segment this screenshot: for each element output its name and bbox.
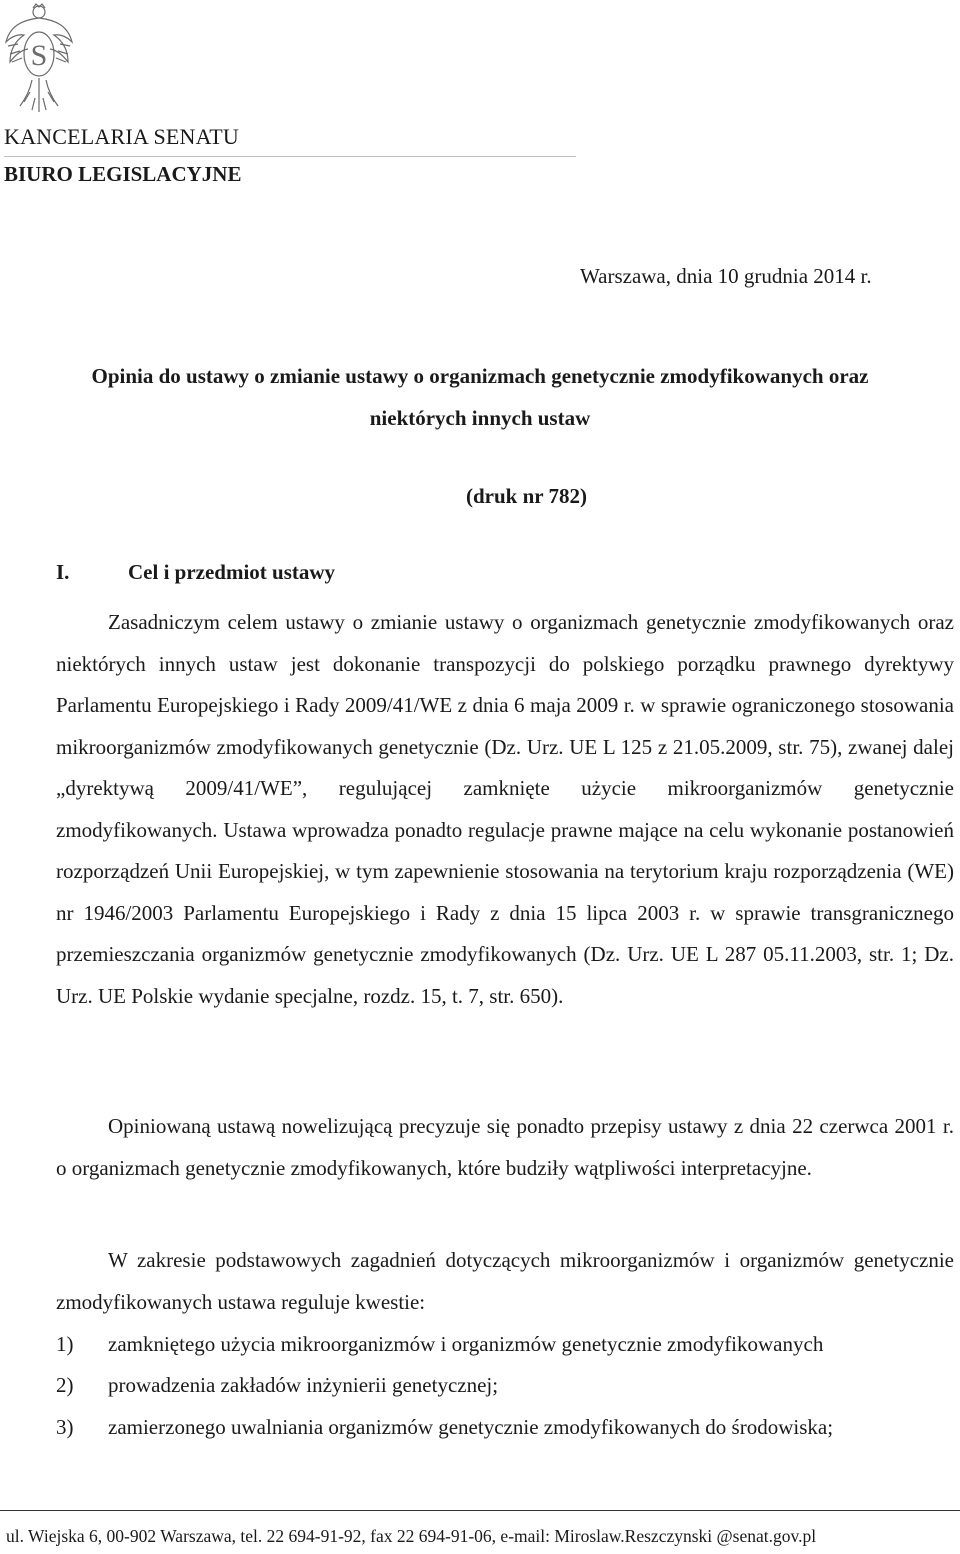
- footer-divider: [0, 1510, 960, 1511]
- logo-letter: S: [30, 39, 48, 72]
- document-date: Warszawa, dnia 10 grudnia 2014 r.: [580, 264, 872, 288]
- institution-name: KANCELARIA SENATU: [4, 124, 240, 149]
- section-number: I.: [56, 560, 70, 584]
- list-item-text: prowadzenia zakładów inżynierii genetycznej;: [108, 1373, 499, 1397]
- paragraph-scope: W zakresie podstawowych zagadnień dotyczących mikroorganizmów i organizmów genetycznie zmodyfikowanych ustawa reguluje kwestie:: [56, 1248, 954, 1314]
- document-title-line-2: niektórych innych ustaw: [369, 406, 591, 430]
- eagle-emblem-icon: [2, 2, 76, 118]
- list-item-number: 1): [56, 1332, 74, 1356]
- document-title-line-1: Opinia do ustawy o zmianie ustawy o organizmach genetycznie zmodyfikowanych oraz: [91, 364, 869, 388]
- section-heading: Cel i przedmiot ustawy: [128, 560, 336, 584]
- list-item-number: 3): [56, 1415, 74, 1439]
- list-item-text: zamkniętego użycia mikroorganizmów i organizmów genetycznie zmodyfikowanych: [108, 1332, 824, 1356]
- list-item-number: 2): [56, 1373, 74, 1397]
- footer-contact: ul. Wiejska 6, 00-902 Warszawa, tel. 22 694-91-92, fax 22 694-91-06, e-mail: Miroslaw.Reszczynski @senat.gov.pl: [6, 1526, 817, 1546]
- paragraph-purpose: Zasadniczym celem ustawy o zmianie ustawy o organizmach genetycznie zmodyfikowanych oraz niektórych innych ustaw jest dokonanie transpozycji do polskiego porządku prawnego dyrektywy Parlamentu Europejskiego i Rady 2009/41/WE z dnia 6 maja 2009 r. w sprawie ograniczonego stosowania mikroorganizmów zmodyfikowanych genetycznie (Dz. Urz. UE L 125 z 21.05.2009, str. 75), zwanej dalej „dyrektywą 2009/41/WE”, regulującej zamknięte użycie mikroorganizmów genetycznie zmodyfikowanych. Ustawa wprowadza ponadto regulacje prawne mające na celu wykonanie postanowień rozporządzeń Unii Europejskiej, w tym zapewnienie stosowania na terytorium kraju rozporządzenia (WE) nr 1946/2003 Parlamentu Europejskiego i Rady z dnia 15 lipca 2003 r. w sprawie transgranicznego przemieszczania organizmów genetycznie zmodyfikowanych (Dz. Urz. UE L 287 05.11.2003, str. 1; Dz. Urz. UE Polskie wydanie specjalne, rozdz. 15, t. 7, str. 650).: [56, 610, 954, 1008]
- list-item-text: zamierzonego uwalniania organizmów genetycznie zmodyfikowanych do środowiska;: [108, 1415, 834, 1439]
- header-divider: [4, 156, 576, 157]
- paragraph-clarification: Opiniowaną ustawą nowelizującą precyzuje się ponadto przepisy ustawy z dnia 22 czerwca 2001 r. o organizmach genetycznie zmodyfikowanych, które budziły wątpliwości interpretacyjne.: [56, 1114, 954, 1180]
- department-name: BIURO LEGISLACYJNE: [4, 162, 242, 186]
- print-number: (druk nr 782): [466, 484, 587, 508]
